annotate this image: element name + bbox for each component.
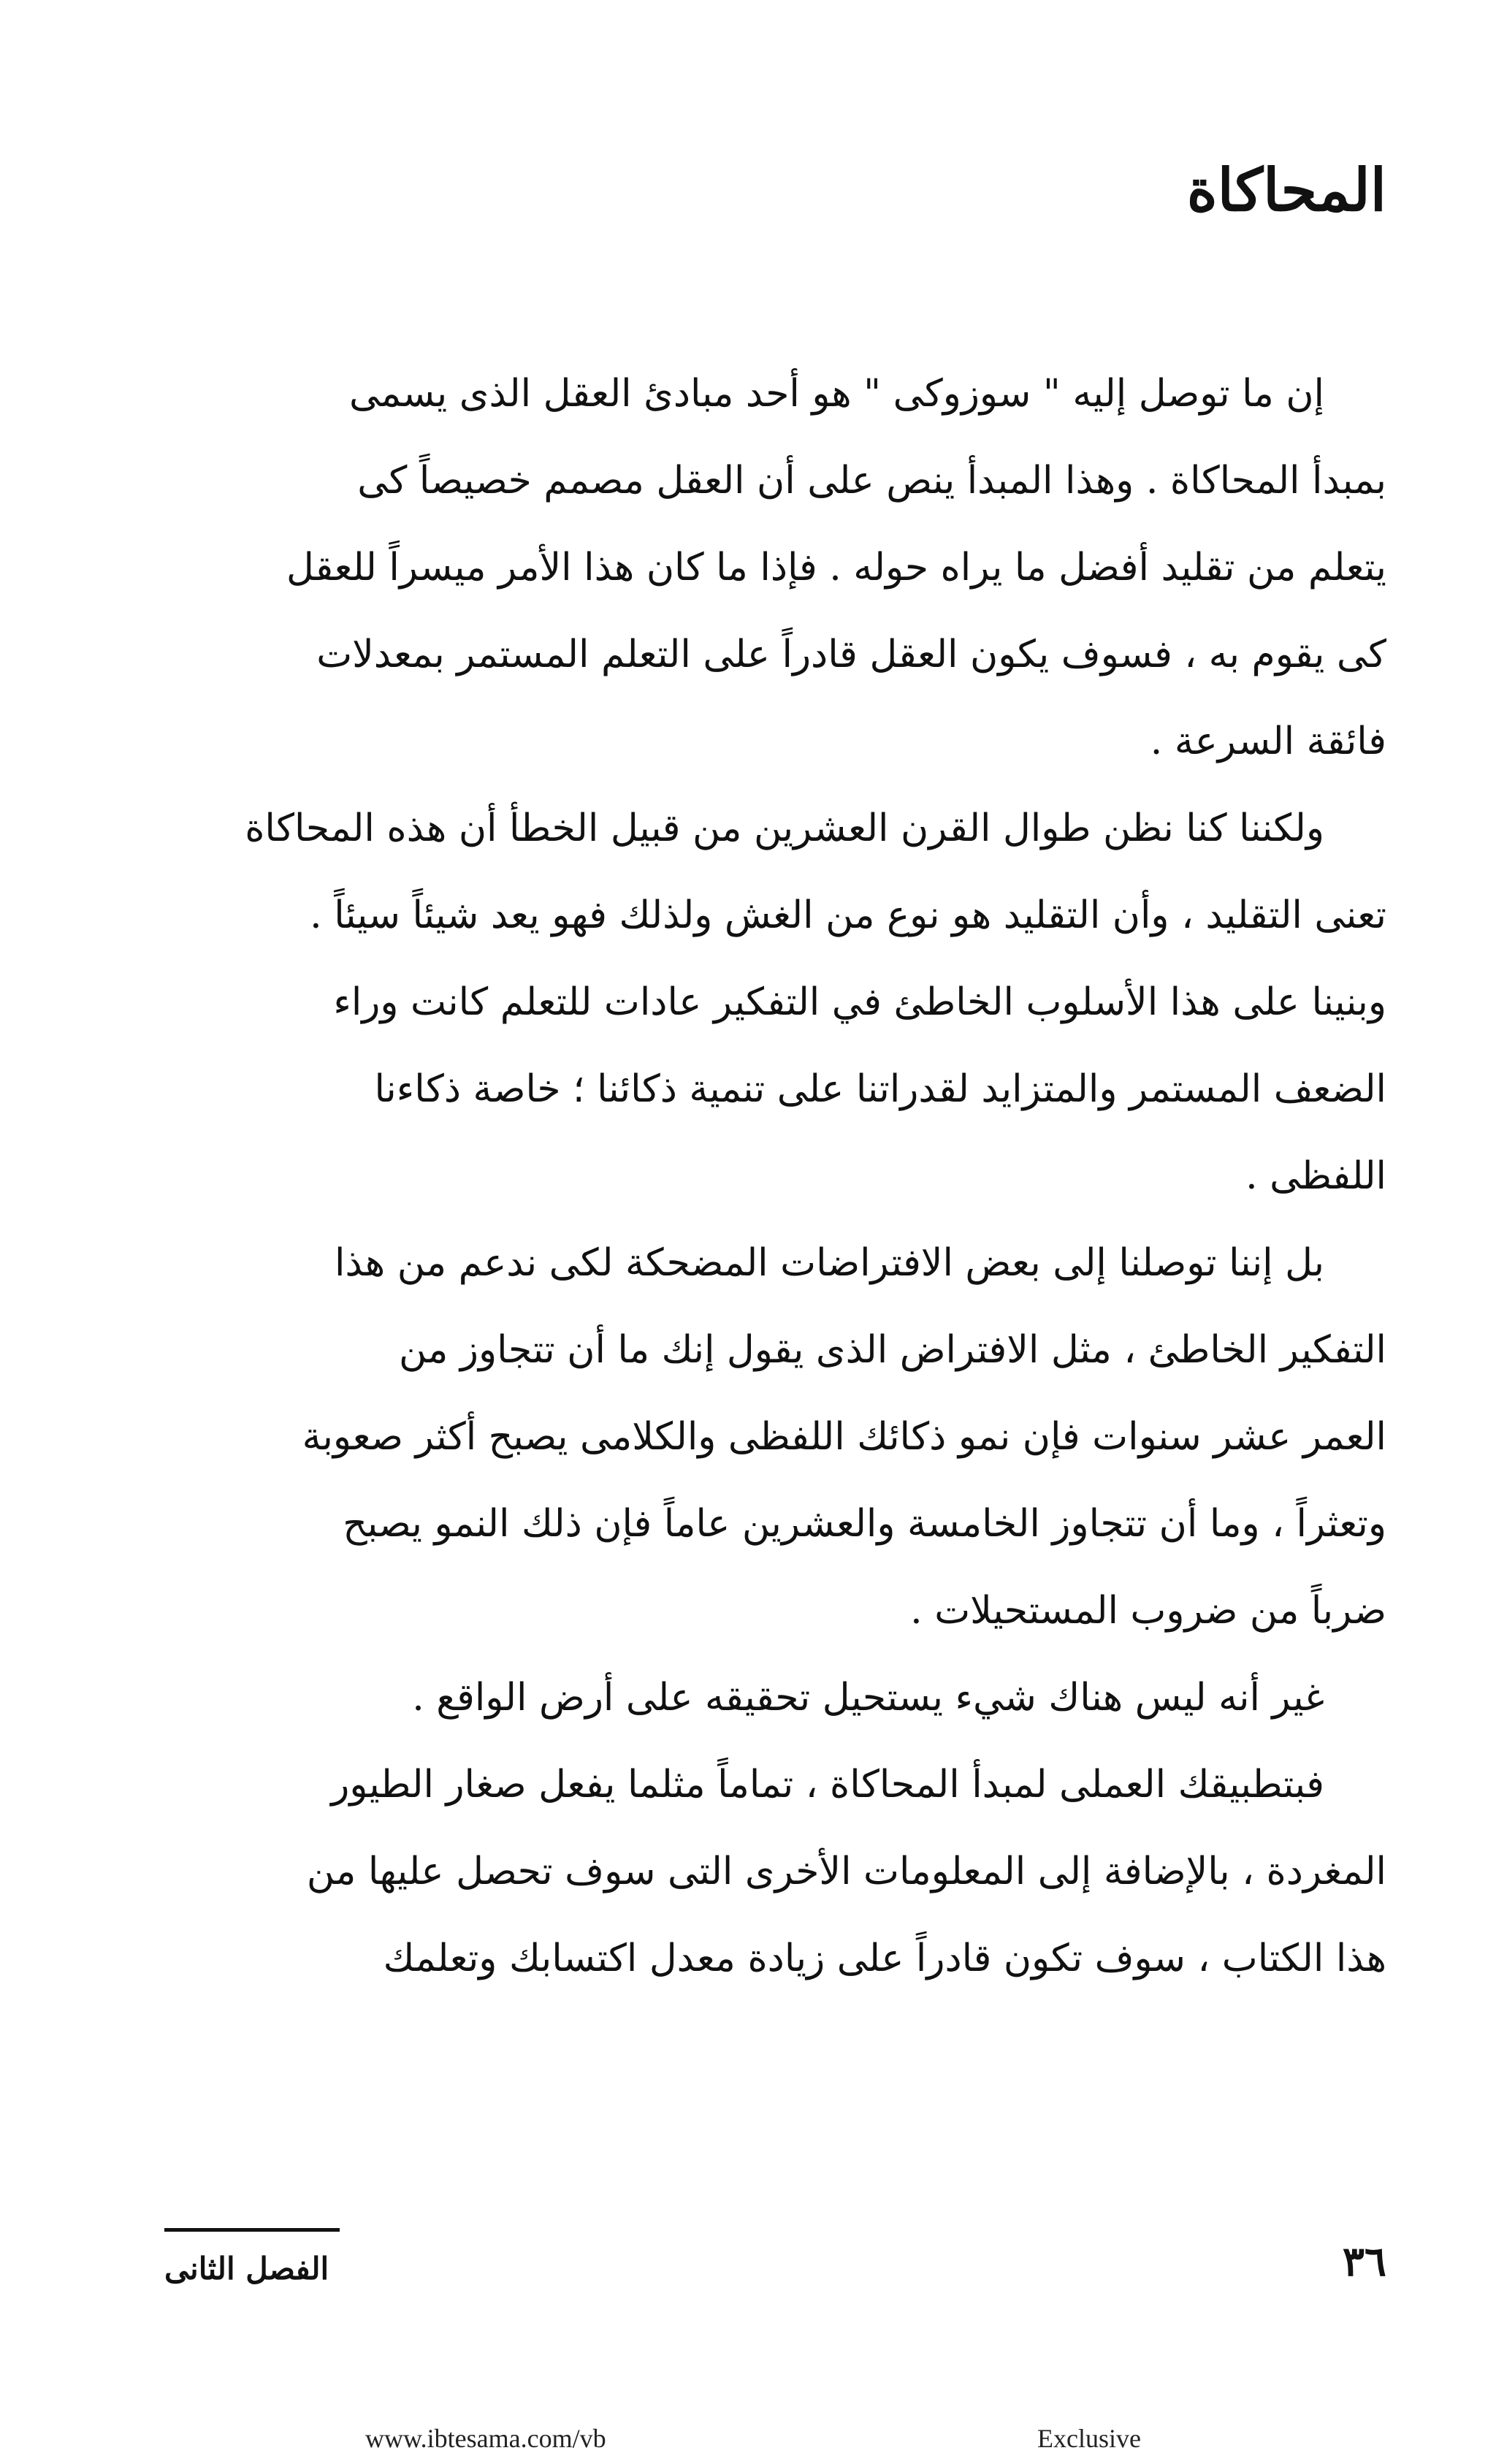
text-line: بل إننا توصلنا إلى بعض الافتراضات المضحكة لكى ندعم من هذا	[335, 1241, 1324, 1285]
text-line: فائقة السرعة .	[1150, 720, 1386, 763]
text-line: المغردة ، بالإضافة إلى المعلومات الأخرى التى سوف تحصل عليها من	[306, 1850, 1386, 1893]
text-line: ولكننا كنا نظن طوال القرن العشرين من قبيل الخطأ أن هذه المحاكاة	[245, 806, 1324, 850]
text-line: ضرباً من ضروب المستحيلات .	[910, 1589, 1386, 1633]
text-line: كى يقوم به ، فسوف يكون العقل قادراً على التعلم المستمر بمعدلات	[316, 633, 1386, 676]
chapter-label: الفصل الثانى	[164, 2251, 329, 2286]
text-line: بمبدأ المحاكاة . وهذا المبدأ ينص على أن العقل مصمم خصيصاً كى	[357, 459, 1386, 503]
body-text	[164, 351, 1386, 2002]
text-line: تعنى التقليد ، وأن التقليد هو نوع من الغش ولذلك فهو يعد شيئاً سيئاً .	[310, 893, 1386, 937]
text-line: يتعلم من تقليد أفضل ما يراه حوله . فإذا ما كان هذا الأمر ميسراً للعقل	[286, 546, 1386, 590]
section-heading: المحاكاة	[1186, 156, 1386, 224]
text-line: الضعف المستمر والمتزايد لقدراتنا على تنمية ذكائنا ؛ خاصة ذكاءنا	[374, 1067, 1386, 1111]
text-line: غير أنه ليس هناك شيء يستحيل تحقيقه على أرض الواقع .	[412, 1676, 1324, 1720]
text-line: هذا الكتاب ، سوف تكون قادراً على زيادة معدل اكتسابك وتعلمك	[383, 1937, 1386, 1980]
text-line: اللفظى .	[1245, 1154, 1386, 1198]
text-line: إن ما توصل إليه " سوزوكى " هو أحد مبادئ العقل الذى يسمى	[348, 372, 1324, 416]
text-line: وبنينا على هذا الأسلوب الخاطئ في التفكير عادات للتعلم كانت وراء	[333, 980, 1386, 1024]
page-number: ٣٦	[1342, 2238, 1386, 2286]
text-line: وتعثراً ، وما أن تتجاوز الخامسة والعشرين عاماً فإن ذلك النمو يصبح	[343, 1502, 1386, 1546]
text-line: العمر عشر سنوات فإن نمو ذكائك اللفظى والكلامى يصبح أكثر صعوبة	[302, 1415, 1386, 1459]
footer-tag: Exclusive	[1037, 2424, 1141, 2453]
footer-url: www.ibtesama.com/vb	[365, 2424, 606, 2453]
footer-rule	[164, 2228, 340, 2232]
text-line: التفكير الخاطئ ، مثل الافتراض الذى يقول إنك ما أن تتجاوز من	[398, 1328, 1386, 1372]
text-line: فبتطبيقك العملى لمبدأ المحاكاة ، تماماً مثلما يفعل صغار الطيور	[331, 1763, 1324, 1807]
